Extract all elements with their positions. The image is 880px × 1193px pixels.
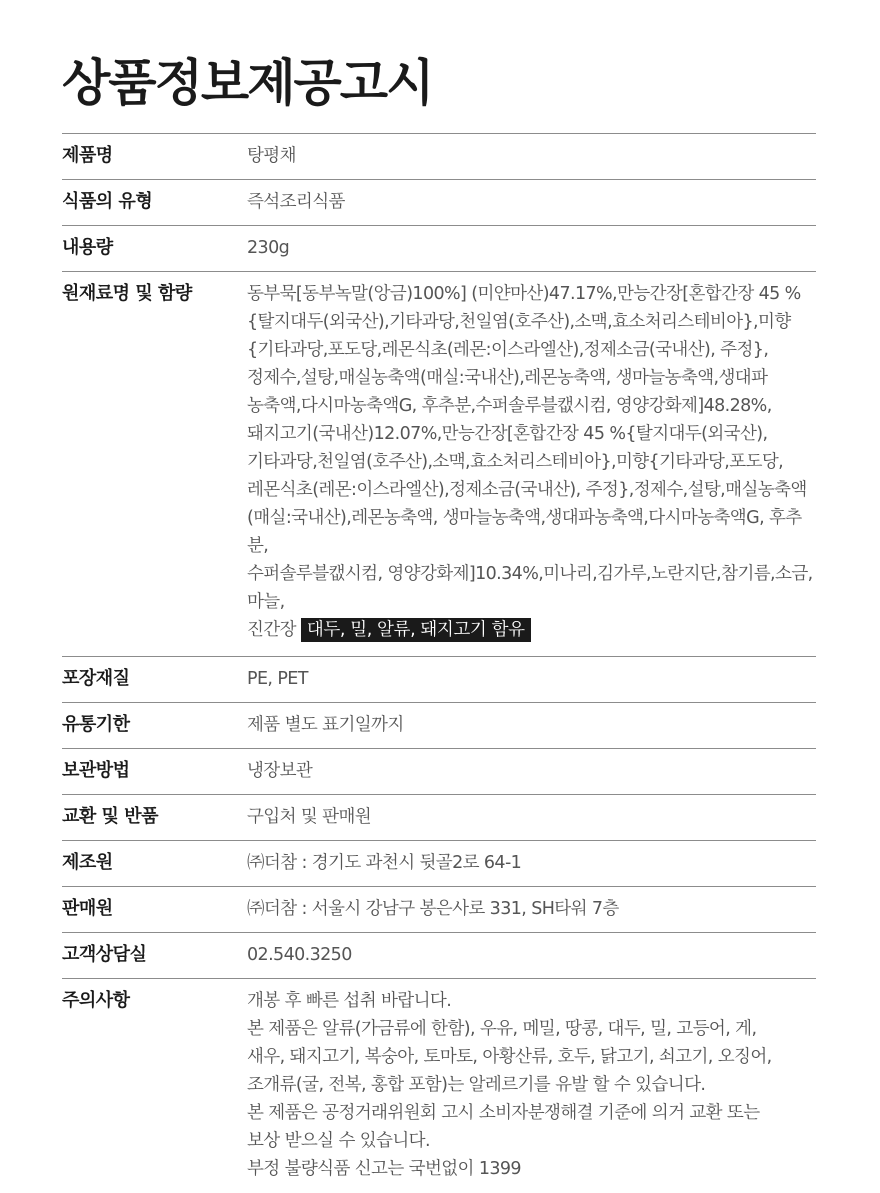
row-label: 내용량 <box>62 237 113 258</box>
info-table <box>62 133 816 1193</box>
row-label: 고객상담실 <box>62 944 147 965</box>
row-value: 구입처 및 판매원 <box>247 807 372 827</box>
page-title: 상품정보제공고시 <box>62 53 433 112</box>
row-label: 포장재질 <box>62 668 130 689</box>
row-label: 원재료명 및 함량 <box>62 283 192 304</box>
row-value: 냉장보관 <box>247 761 313 781</box>
row-label: 식품의 유형 <box>62 191 153 212</box>
row-label: 제품명 <box>62 145 113 166</box>
row-value: 제품 별도 표기일까지 <box>247 715 404 735</box>
table-row-storage <box>62 749 816 795</box>
table-row-manufacturer <box>62 841 816 887</box>
row-value: ㈜더참 : 경기도 과천시 뒷골2로 64-1 <box>247 853 522 873</box>
row-label: 보관방법 <box>62 760 130 781</box>
row-value: 즉석조리식품 <box>247 192 345 212</box>
table-row-packaging <box>62 657 816 703</box>
row-value: 개봉 후 빠른 섭취 바랍니다. 본 제품은 알류(가금류에 한함), 우유, 메밀, 땅콩, 대두, 밀, 고등어, 게, 새우, 돼지고기, 복숭아, 토마토, 아황산류, 호두, 닭고기, 쇠고기, 오징어, 조개류(굴, 전복, 홍합 포함)는 알레르기를 유발 할 수 있습니다. 본 제품은 공정거래위원회 고시 소비자분쟁해결 기준에 의거 교환 또는 보상 받으실 수 있습니다. 부정 불량식품 신고는 국번없이 1399 <box>247 991 772 1179</box>
row-value: ㈜더참 : 서울시 강남구 봉은사로 331, SH타워 7층 <box>247 899 619 919</box>
table-row-net-content <box>62 226 816 272</box>
table-row-food-type <box>62 180 816 226</box>
table-row-customer-service <box>62 933 816 979</box>
row-label: 교환 및 반품 <box>62 806 158 827</box>
row-value: PE, PET <box>247 669 308 689</box>
table-row-ingredients <box>62 272 816 657</box>
table-row-caution <box>62 979 816 1193</box>
allergen-badge: 대두, 밀, 알류, 돼지고기 함유 <box>301 618 531 642</box>
ingredients-text: 동부묵[동부녹말(앙금)100%] (미얀마산)47.17%,만능간장[혼합간장 45 % {탈지대두(외국산),기타과당,천일염(호주산),소맥,효소처리스테비아},미향 {기타과당,포도당,레몬식초(레몬:이스라엘산),정제소금(국내산), 주정}, 정제수,설탕,매실농축액(매실:국내산),레몬농축액, 생마늘농축액,생대파 농축액,다시마농축액G, 후추분,수퍼솔루블캢시컴, 영양강화제]48.28%, 돼지고기(국내산)12.07%,만능간장[혼합간장 45 %{탈지대두(외국산), 기타과당,천일염(호주산),소맥,효소처리스테비아},미향{기타과당,포도당, 레몬식초(레몬:이스라엘산),정제소금(국내산), 주정},정제수,설탕,매실농축액 (매실:국내산),레몬농축액, 생마늘농축액,생대파농축액,다시마농축액G, 후추분, 수퍼솔루블캢시컴, 영양강화제]10.34%,미나리,김가루,노란지단,참기름,소금,마늘, 진간장 <box>247 284 813 640</box>
row-value: 230g <box>247 238 290 258</box>
row-value: 02.540.3250 <box>247 945 352 965</box>
row-label: 주의사항 <box>62 990 130 1011</box>
table-row-expiry <box>62 703 816 749</box>
row-label: 유통기한 <box>62 714 130 735</box>
table-row-seller <box>62 887 816 933</box>
table-row-exchange <box>62 795 816 841</box>
row-value: 탕평채 <box>247 146 296 166</box>
row-value <box>247 280 816 644</box>
row-label: 제조원 <box>62 852 113 873</box>
table-row-product-name <box>62 134 816 180</box>
row-label: 판매원 <box>62 898 113 919</box>
